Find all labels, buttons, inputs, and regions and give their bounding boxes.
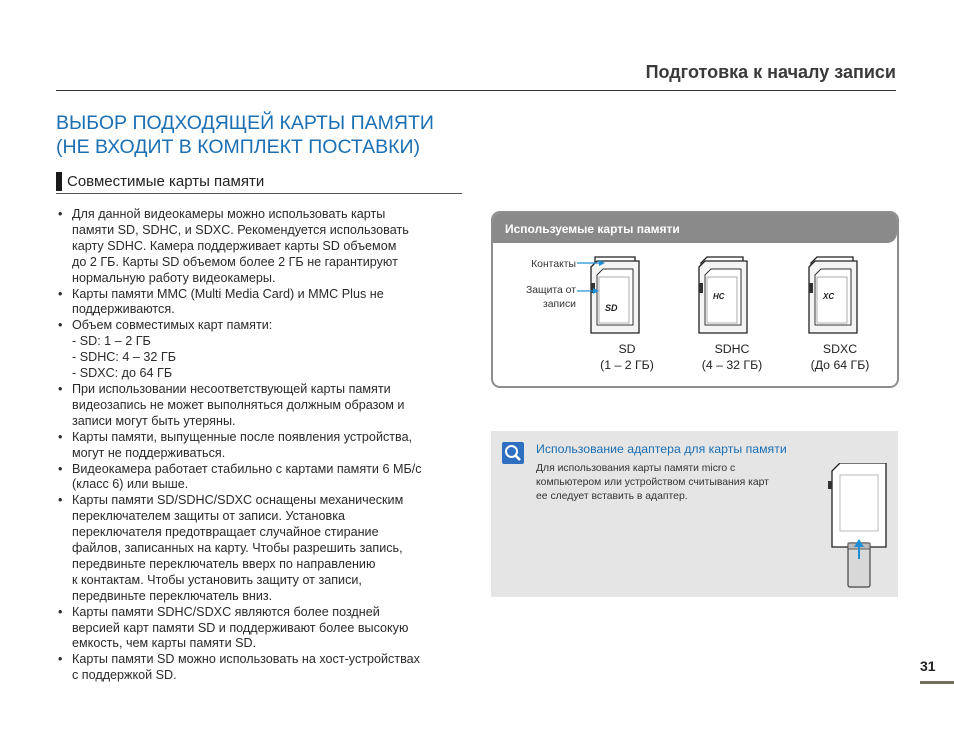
card-name: SD xyxy=(618,342,636,356)
bullet-dot: • xyxy=(58,493,63,508)
section-heading xyxy=(56,171,462,194)
list-item-line: записи могут быть утеряны. xyxy=(72,413,236,428)
list-subitem: - SDXC: до 64 ГБ xyxy=(72,366,173,381)
section-heading-text: Совместимые карты памяти xyxy=(67,173,265,190)
bullet-dot: • xyxy=(58,318,63,333)
list-item xyxy=(56,318,466,382)
list-item-line: нормальную работу видеокамеры. xyxy=(72,270,276,285)
card-name: SDHC xyxy=(714,342,750,356)
adapter-note-title: Использование адаптера для карты памяти xyxy=(536,442,787,456)
bullet-dot: • xyxy=(58,429,63,444)
bullet-dot: • xyxy=(58,207,63,221)
sdxc-logo-text: XC xyxy=(823,292,835,301)
sd-logo-text: SD xyxy=(605,303,618,313)
list-item xyxy=(56,605,466,653)
card-name: SDXC xyxy=(822,342,858,356)
micro-sd-adapter-icon xyxy=(824,463,890,591)
page-title-line-2: (НЕ ВХОДИТ В КОМПЛЕКТ ПОСТАВКИ) xyxy=(56,136,421,158)
list-item-line: Видеокамера работает стабильно с картами памяти 6 МБ/с xyxy=(72,461,422,476)
card-capacity: (1 – 2 ГБ) xyxy=(600,358,654,372)
page-title xyxy=(56,111,434,159)
bullet-list xyxy=(56,207,466,684)
page-number-underline xyxy=(920,681,954,684)
list-item-line: поддерживаются. xyxy=(72,302,175,317)
list-item-line: Карты памяти SD можно использовать на хост-устройствах xyxy=(72,652,420,667)
list-item-line: к контактам. Чтобы установить защиту от записи, xyxy=(72,572,362,587)
page-title-line-1: ВЫБОР ПОДХОДЯЩЕЙ КАРТЫ ПАМЯТИ xyxy=(56,112,434,134)
adapter-note xyxy=(491,431,898,597)
memory-cards-panel xyxy=(491,211,899,388)
card-capacity: (До 64 ГБ) xyxy=(810,358,870,372)
magnifier-icon xyxy=(502,442,524,464)
list-item-line: переключателя предотвращает случайное стирание xyxy=(72,525,379,540)
list-item xyxy=(56,652,466,684)
list-item-line: передвиньте переключатель вниз. xyxy=(72,588,273,603)
list-item-line: версией карт памяти SD и поддерживают более высокую xyxy=(72,620,409,635)
adapter-note-line: компьютером или устройством считывания карт xyxy=(536,477,769,488)
adapter-note-text xyxy=(536,462,814,504)
bullet-dot: • xyxy=(58,381,63,396)
card-caption-sdhc xyxy=(687,341,777,373)
list-subitem: - SDHC: 4 – 32 ГБ xyxy=(72,350,176,365)
bullet-dot: • xyxy=(58,652,63,667)
list-item-line: Для данной видеокамеры можно использовать карты xyxy=(72,207,386,221)
list-item-line: памяти SD, SDHC, и SDXC. Рекомендуется использовать xyxy=(72,222,409,237)
list-item-line: карту SDHC. Камера поддерживает карты SD объемом xyxy=(72,238,397,253)
list-item xyxy=(56,287,466,319)
card-capacity: (4 – 32 ГБ) xyxy=(701,358,763,372)
list-item xyxy=(56,462,466,494)
list-item-line: Карты памяти MMC (Multi Media Card) и MMC Plus не xyxy=(72,286,384,301)
list-item-line: При использовании несоответствующей карты памяти xyxy=(72,381,391,396)
sdhc-card-icon xyxy=(691,253,755,343)
label-write-protect-1: Защита от xyxy=(525,285,576,296)
list-item xyxy=(56,207,466,287)
memory-cards-panel-title: Используемые карты памяти xyxy=(493,213,897,243)
header-divider xyxy=(56,90,896,91)
list-item-line: Карты памяти, выпущенные после появления устройства, xyxy=(72,429,413,444)
list-item xyxy=(56,493,466,604)
list-item-line: файлов, записанных на карту. Чтобы разрешить запись, xyxy=(72,541,403,556)
list-item-line: Карты памяти SDHC/SDXC являются более поздней xyxy=(72,604,380,619)
sdxc-card-icon xyxy=(801,253,865,343)
bullet-dot: • xyxy=(58,461,63,476)
list-item-line: переключателем защиты от записи. Установка xyxy=(72,509,345,524)
label-contacts: Контакты xyxy=(531,259,576,270)
list-item-line: видеозапись не может выполняться должным образом и xyxy=(72,397,405,412)
card-caption-sdxc xyxy=(795,341,885,373)
list-item-line: могут не поддерживаться. xyxy=(72,445,226,460)
label-write-protect-2: записи xyxy=(543,299,576,310)
list-item xyxy=(56,430,466,462)
adapter-note-line: ее следует вставить в адаптер. xyxy=(536,491,688,502)
list-item-line: передвиньте переключатель вверх по направлению xyxy=(72,556,376,571)
list-item-line: емкость, чем карты памяти SD. xyxy=(72,636,257,651)
list-item-line: Объем совместимых карт памяти: xyxy=(72,318,273,333)
page-number: 31 xyxy=(920,658,936,674)
page-header-title: Подготовка к началу записи xyxy=(645,62,896,82)
card-caption-sd xyxy=(587,341,667,373)
list-item xyxy=(56,382,466,430)
list-item-line: (класс 6) или выше. xyxy=(72,477,189,492)
list-subitem: - SD: 1 – 2 ГБ xyxy=(72,334,151,349)
sdhc-logo-text: HC xyxy=(713,292,725,301)
bullet-dot: • xyxy=(58,286,63,301)
list-item-line: Карты памяти SD/SDHC/SDXC оснащены механическим xyxy=(72,493,404,508)
list-item-line: с поддержкой SD. xyxy=(72,668,177,683)
section-heading-marker xyxy=(56,172,62,191)
sd-card-icon xyxy=(577,253,657,343)
adapter-note-line: Для использования карты памяти micro с xyxy=(536,463,736,474)
bullet-dot: • xyxy=(58,604,63,619)
list-item-line: до 2 ГБ. Карты SD объемом более 2 ГБ не гарантируют xyxy=(72,254,398,269)
